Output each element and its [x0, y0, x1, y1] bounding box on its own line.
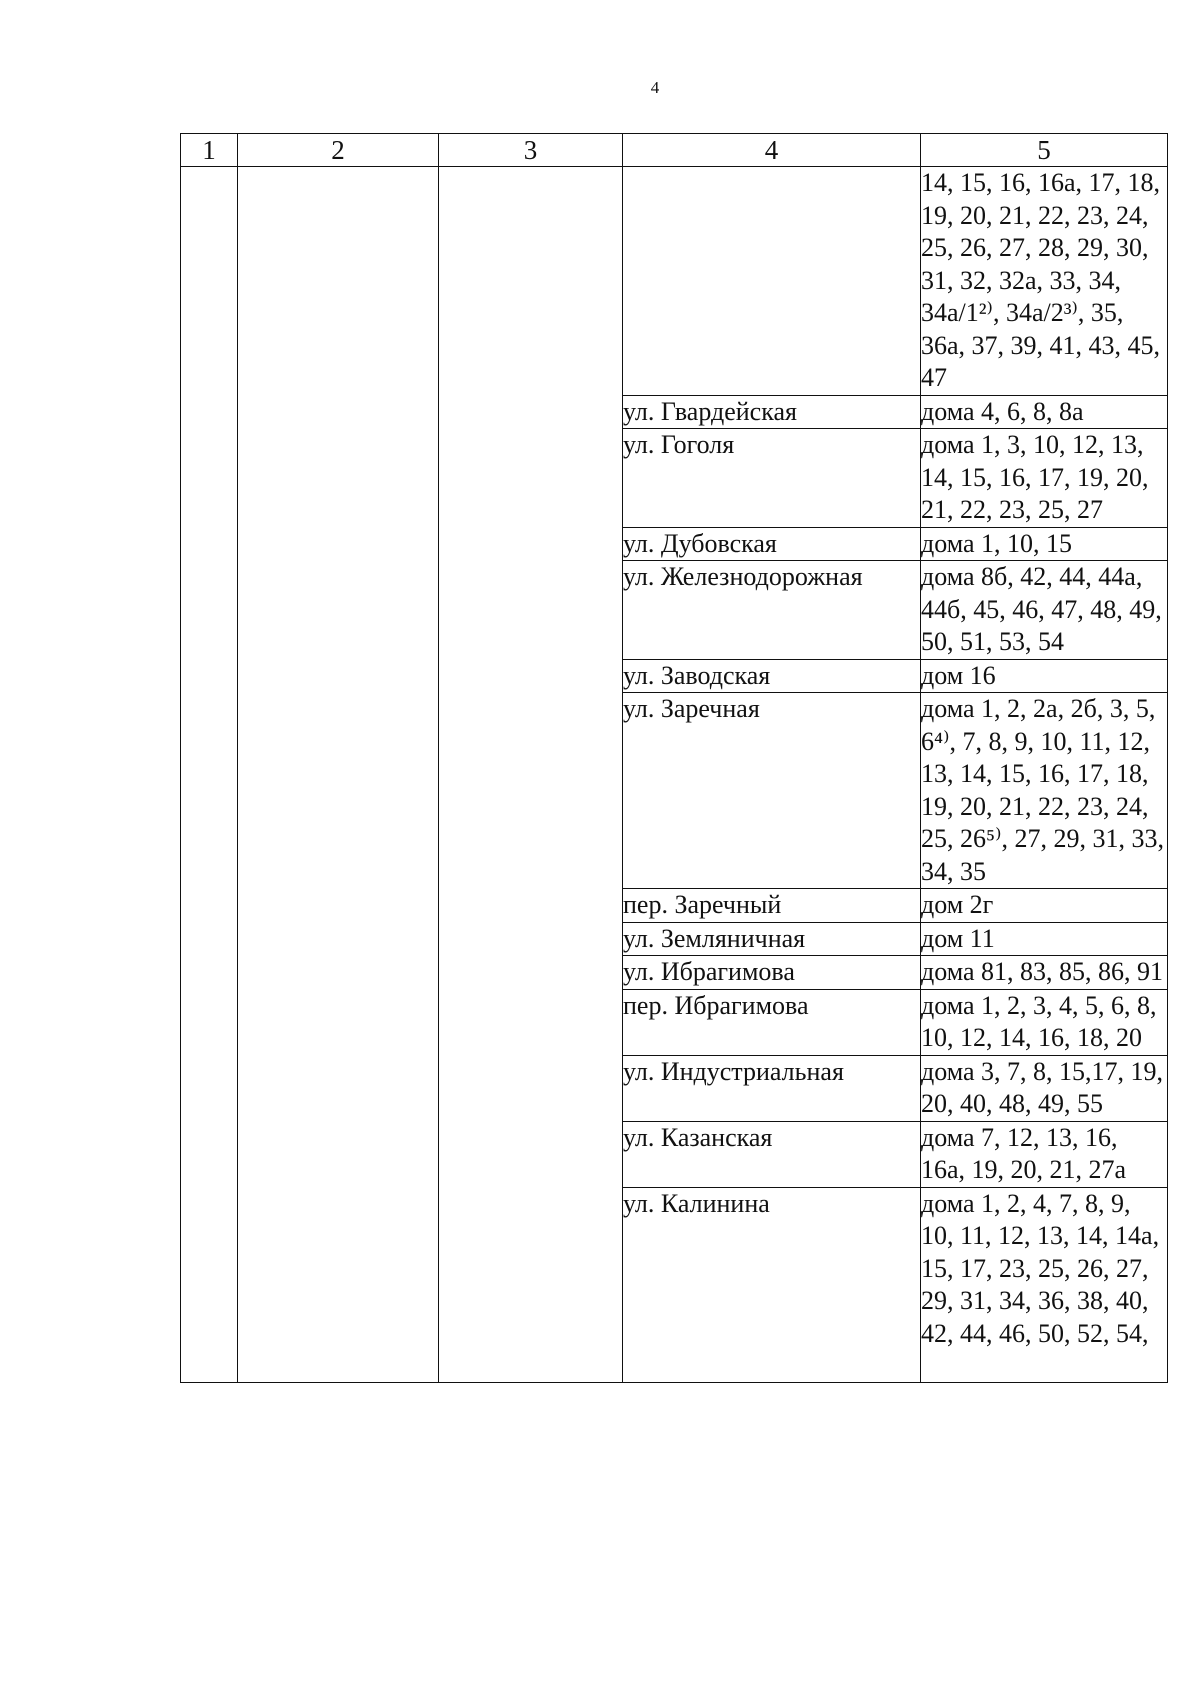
header-col-2: 2 [238, 134, 439, 167]
houses-cell: дома 81, 83, 85, 86, 91 [921, 956, 1168, 990]
col-1-cell [181, 167, 238, 1383]
houses-cell: дома 8б, 42, 44, 44а, 44б, 45, 46, 47, 48, 49, 50, 51, 53, 54 [921, 561, 1168, 660]
street-cell: ул. Ибрагимова [623, 956, 921, 990]
houses-cell: дом 2г [921, 889, 1168, 923]
houses-cell: 14, 15, 16, 16а, 17, 18, 19, 20, 21, 22, 23, 24, 25, 26, 27, 28, 29, 30, 31, 32, 32а, 33, 34, 34а/1²⁾, 34а/2³⁾, 35, 36а, 37, 39, 41, 43, 45, 47 [921, 167, 1168, 396]
street-cell: ул. Железнодорожная [623, 561, 921, 660]
houses-cell: дом 16 [921, 659, 1168, 693]
header-col-4: 4 [623, 134, 921, 167]
street-cell: ул. Гоголя [623, 429, 921, 528]
houses-cell: дом 11 [921, 922, 1168, 956]
street-cell [623, 167, 921, 396]
header-col-1: 1 [181, 134, 238, 167]
houses-cell: дома 1, 10, 15 [921, 527, 1168, 561]
houses-cell: дома 1, 3, 10, 12, 13, 14, 15, 16, 17, 19, 20, 21, 22, 23, 25, 27 [921, 429, 1168, 528]
page-number: 4 [650, 78, 660, 97]
street-cell: пер. Заречный [623, 889, 921, 923]
houses-cell: дома 4, 6, 8, 8а [921, 395, 1168, 429]
street-cell: ул. Земляничная [623, 922, 921, 956]
houses-cell: дома 1, 2, 3, 4, 5, 6, 8, 10, 12, 14, 16, 18, 20 [921, 989, 1168, 1055]
street-cell: ул. Заводская [623, 659, 921, 693]
street-cell: ул. Заречная [623, 693, 921, 889]
header-row [181, 134, 1168, 167]
street-cell: ул. Калинина [623, 1187, 921, 1382]
street-cell: ул. Дубовская [623, 527, 921, 561]
street-cell: пер. Ибрагимова [623, 989, 921, 1055]
col-2-cell [238, 167, 439, 1383]
address-table [180, 133, 1168, 1383]
street-cell: ул. Индустриальная [623, 1055, 921, 1121]
street-cell: ул. Гвардейская [623, 395, 921, 429]
header-col-3: 3 [439, 134, 623, 167]
table-row [181, 167, 1168, 396]
header-col-5: 5 [921, 134, 1168, 167]
col-3-cell [439, 167, 623, 1383]
houses-cell: дома 1, 2, 4, 7, 8, 9, 10, 11, 12, 13, 14, 14а, 15, 17, 23, 25, 26, 27, 29, 31, 34, 36, 38, 40, 42, 44, 46, 50, 52, 54, [921, 1187, 1168, 1382]
street-cell: ул. Казанская [623, 1121, 921, 1187]
houses-cell: дома 7, 12, 13, 16, 16а, 19, 20, 21, 27а [921, 1121, 1168, 1187]
houses-cell: дома 1, 2, 2а, 2б, 3, 5, 6⁴⁾, 7, 8, 9, 10, 11, 12, 13, 14, 15, 16, 17, 18, 19, 20, 21, 22, 23, 24, 25, 26⁵⁾, 27, 29, 31, 33, 34, 35 [921, 693, 1168, 889]
houses-cell: дома 3, 7, 8, 15,17, 19, 20, 40, 48, 49, 55 [921, 1055, 1168, 1121]
